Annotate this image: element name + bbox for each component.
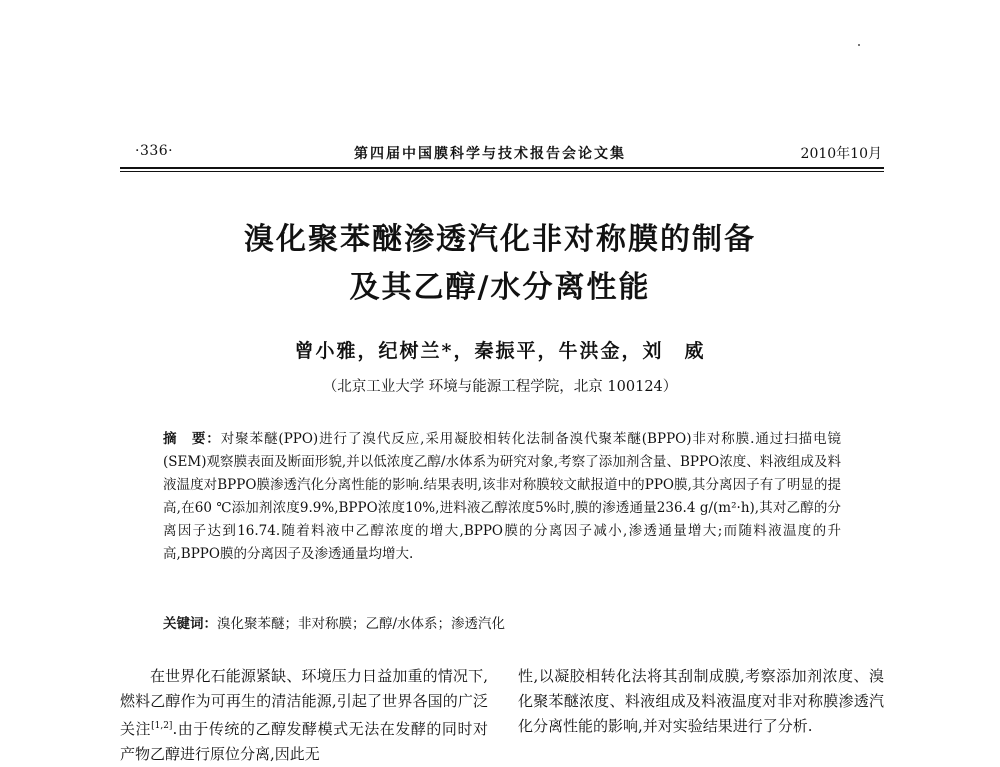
body-column-left [120,664,488,767]
affiliation: （北京工业大学 环境与能源工程学院，北京 100124） [322,379,678,395]
keywords-text: 溴化聚苯醚；非对称膜；乙醇/水体系；渗透汽化 [217,616,506,632]
body-column-right: 性,以凝胶相转化法将其刮制成膜,考察添加剂浓度、溴化聚苯醚浓度、料液组成及料液温度对非对称膜渗透汽化分离性能的影响,并对实验结果进行了分析. [518,667,884,735]
body-left-text-b: .由于传统的乙醇发酵模式无法在发酵的同时对产物乙醇进行原位分离,因此无 [120,720,488,763]
header-rule-thick [120,167,884,169]
keywords [163,612,841,632]
abstract-label: 摘 要： [163,431,221,447]
abstract-text: 对聚苯醚(PPO)进行了溴代反应,采用凝胶相转化法制备溴代聚苯醚(BPPO)非对称膜.通过扫描电镜(SEM)观察膜表面及断面形貌,并以低浓度乙醇/水体系为研究对象,考察了添加剂含量、BPPO浓度、料液组成及料液温度对BPPO膜渗透汽化分离性能的影响.结果表明,该非对称膜较文献报道中的PPO膜,其分离因子有了明显的提高,在60 ℃添加剂浓度9.9%,BPPO浓度10%,进料液乙醇浓度5%时,膜的渗透通量236.4 g/(m²·h),其对乙醇的分离因子达到16.74.随着料液中乙醇浓度的增大,BPPO膜的分离因子减小,渗透通量增大;而随料液温度的升高,BPPO膜的分离因子及渗透通量均增大. [163,431,841,562]
author-list: 曾小雅，纪树兰*，秦振平，牛洪金，刘 威 [294,340,706,362]
citation-ref: [1,2] [151,721,173,731]
body-left-text-a: 在世界化石能源紧缺、环境压力日益加重的情况下,燃料乙醇作为可再生的清洁能源,引起了世界各国的广泛关注 [120,667,488,738]
abstract [163,428,841,566]
header-rule-thin [120,171,884,172]
header-date: 2010年10月 [800,146,882,162]
paper-title-line-1: 溴化聚苯醚渗透汽化非对称膜的制备 [244,222,756,257]
page-number: ·336· [135,143,174,159]
running-title: 第四届中国膜科学与技术报告会论文集 [354,146,626,162]
paper-title-line-2: 及其乙醇/水分离性能 [349,270,651,305]
keywords-label: 关键词： [163,616,217,632]
scan-speck [858,44,860,46]
